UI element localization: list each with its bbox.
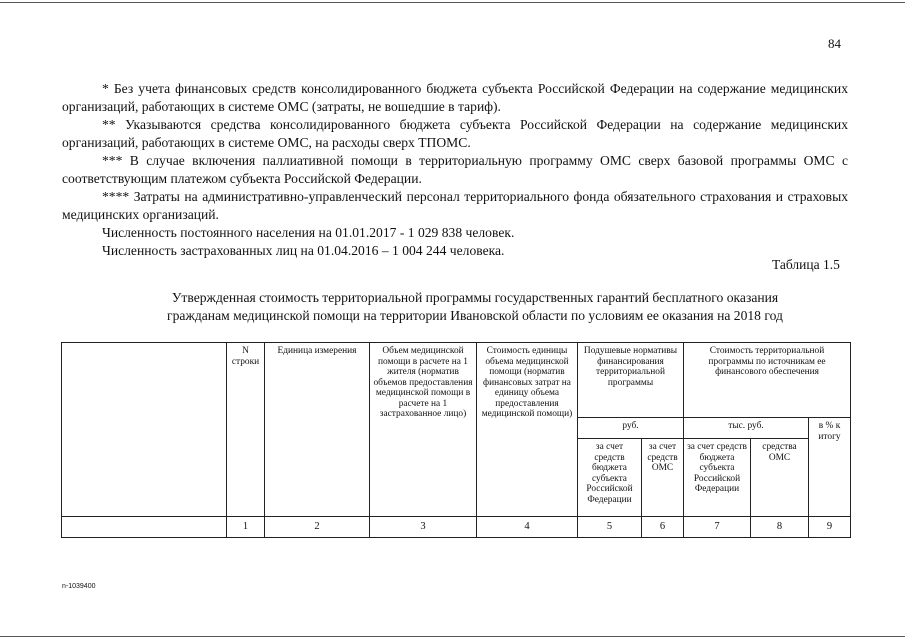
header-name-cell [62,343,227,517]
header-per-capita-oms: за счет средств ОМС [642,439,684,517]
scan-edge-top [0,2,905,3]
column-number: 9 [809,517,851,538]
column-number: 4 [477,517,578,538]
header-volume: Объем медицинской помощи в расчете на 1 жителя (норматив объемов предоставления медицинской помощи в расчете на 1 застрахованное лицо) [370,343,477,517]
header-total-cost: Стоимость территориальной программы по источникам ее финансового обеспечения [684,343,851,418]
header-total-budget: за счет средств бюджета субъекта Российской Федерации [684,439,751,517]
column-number-row [62,517,851,538]
table-title-line-2: гражданам медицинской помощи на территории Ивановской области по условиям ее оказания на 2018 год [167,308,783,323]
footnote-2: ** Указываются средства консолидированного бюджета субъекта Российской Федерации на содержание медицинских организаций, работающих в системе ОМС, на расходы сверх ТПОМС. [62,117,848,150]
cost-table [61,342,851,538]
header-total-oms: средства ОМС [751,439,809,517]
column-number: 3 [370,517,477,538]
insured-count: Численность застрахованных лиц на 01.04.2016 – 1 004 244 человека. [102,243,505,258]
header-per-capita-budget: за счет средств бюджета субъекта Российской Федерации [578,439,642,517]
header-unit: Единица измерения [265,343,370,517]
column-number: 7 [684,517,751,538]
header-row-number: N строки [227,343,265,517]
document-id: n-1039400 [62,583,96,590]
column-number: 2 [265,517,370,538]
header-thousand-rub: тыс. руб. [684,418,809,439]
column-number: 5 [578,517,642,538]
table-label: Таблица 1.5 [772,257,840,272]
header-unit-cost: Стоимость единицы объема медицинской помощи (норматив финансовых затрат на единицу объема предоставления медицинской помощи) [477,343,578,517]
column-number-blank [62,517,227,538]
column-number: 6 [642,517,684,538]
header-percent-total: в % к итогу [809,418,851,517]
population-count: Численность постоянного населения на 01.01.2017 - 1 029 838 человек. [102,225,515,240]
page-number: 84 [828,36,841,51]
column-number: 8 [751,517,809,538]
footnote-4: **** Затраты на административно-управленческий персонал территориального фонда обязательного страхования и страховых медицинских организаций. [62,189,848,222]
scan-edge-bottom [0,636,905,637]
footnote-3: *** В случае включения паллиативной помощи в территориальную программу ОМС сверх базовой программы ОМС с соответствующим платежом субъекта Российской Федерации. [62,153,848,186]
footnote-1: * Без учета финансовых средств консолидированного бюджета субъекта Российской Федерации на содержание медицинских организаций, работающих в системе ОМС (затраты, не вошедшие в тариф). [62,81,848,114]
table-title [62,289,888,325]
header-per-capita: Подушевые нормативы финансирования территориальной программы [578,343,684,418]
table-title-line-1: Утвержденная стоимость территориальной программы государственных гарантий бесплатного оказания [171,290,779,305]
footnotes [62,80,848,260]
header-rub: руб. [578,418,684,439]
column-number: 1 [227,517,265,538]
